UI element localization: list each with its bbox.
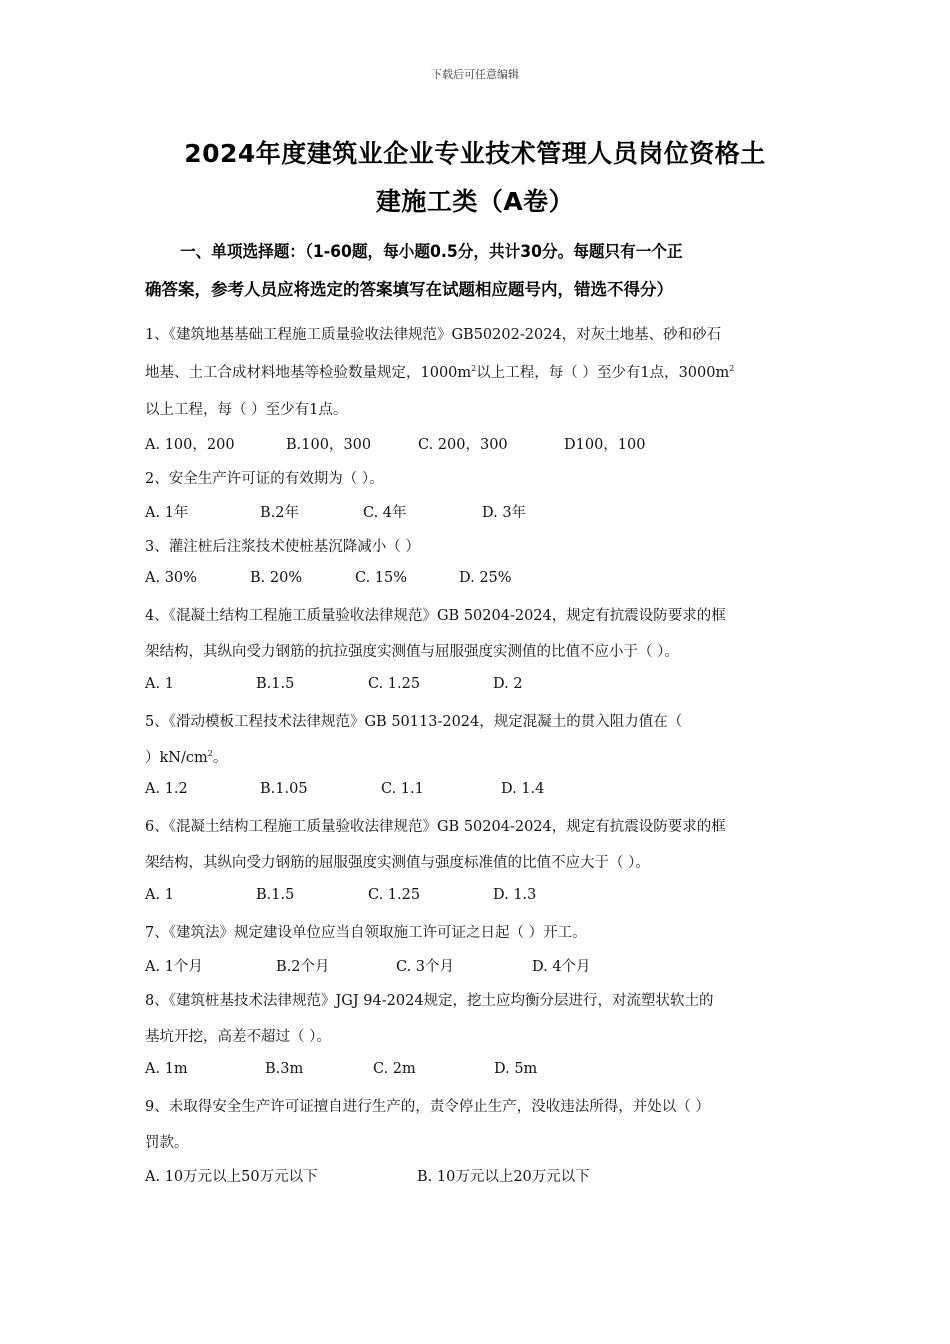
superscript: 2 — [729, 364, 735, 373]
section-heading-line-2: 确答案，参考人员应将选定的答案填写在试题相应题号内，错选不得分） — [145, 280, 673, 299]
option-a: A. 1年 — [145, 505, 189, 521]
question-1-line-1: 1、《建筑地基基础工程施工质量验收法律规范》GB50202-2024，对灰土地基、砂和砂石 — [145, 327, 722, 343]
question-5-line-2 — [145, 746, 227, 767]
option-d: D. 3年 — [482, 505, 527, 521]
question-2-line-1: 2、安全生产许可证的有效期为（ ）。 — [145, 471, 384, 487]
question-1-line-2 — [145, 361, 734, 382]
question-1-line-3: 以上工程，每（ ）至少有1点。 — [145, 402, 348, 418]
option-d: D. 2 — [493, 676, 523, 692]
option-d: D100，100 — [564, 437, 646, 453]
option-b: B.2个月 — [276, 959, 330, 975]
option-b: B.1.05 — [260, 781, 308, 797]
option-b: B. 20% — [250, 570, 303, 586]
option-b: B.2年 — [260, 505, 299, 521]
question-1-text-a: 地基、土工合成材料地基等检验数量规定，1000m — [145, 365, 472, 381]
header-note: 下载后可任意编辑 — [431, 68, 519, 81]
option-c: C. 3个月 — [396, 959, 455, 975]
question-4-line-1: 4、《混凝土结构工程施工质量验收法律规范》GB 50204-2024，规定有抗震设防要求的框 — [145, 608, 726, 624]
question-9-line-1: 9、未取得安全生产许可证擅自进行生产的，责令停止生产，没收违法所得，并处以（ ） — [145, 1099, 710, 1115]
option-c: C. 1.1 — [381, 781, 424, 797]
superscript: 2 — [207, 749, 213, 758]
question-4-line-2: 架结构，其纵向受力钢筋的抗拉强度实测值与屈服强度实测值的比值不应小于（ ）。 — [145, 644, 679, 660]
option-b: B.1.5 — [256, 887, 295, 903]
option-a: A. 1m — [145, 1061, 188, 1077]
question-5-line-1: 5、《滑动模板工程技术法律规范》GB 50113-2024，规定混凝土的贯入阻力值在（ — [145, 714, 683, 730]
option-c: C. 2m — [373, 1061, 416, 1077]
question-6-line-1: 6、《混凝土结构工程施工质量验收法律规范》GB 50204-2024，规定有抗震设防要求的框 — [145, 819, 726, 835]
option-a: A. 1个月 — [145, 959, 203, 975]
superscript: 2 — [471, 364, 477, 373]
question-5-text-b: 。 — [212, 750, 228, 766]
option-c: C. 200，300 — [418, 437, 508, 453]
option-c: C. 1.25 — [368, 887, 421, 903]
option-d: D. 1.4 — [501, 781, 545, 797]
document-title-line-1: 2024年度建筑业企业专业技术管理人员岗位资格土 — [184, 139, 766, 168]
option-c: C. 15% — [355, 570, 408, 586]
option-c: C. 4年 — [363, 505, 407, 521]
option-a: A. 1 — [145, 676, 174, 692]
question-7-line-1: 7、《建筑法》规定建设单位应当自领取施工许可证之日起（ ）开工。 — [145, 925, 587, 941]
option-d: D. 5m — [494, 1061, 538, 1077]
option-b: B. 10万元以上20万元以下 — [417, 1169, 590, 1185]
question-8-line-2: 基坑开挖，高差不超过（ ）。 — [145, 1029, 331, 1045]
document-title-line-2: 建施工类（A卷） — [375, 187, 575, 216]
section-heading-line-1: 一、单项选择题：（1-60题，每小题0.5分，共计30分。每题只有一个正 — [180, 242, 683, 261]
option-d: D. 1.3 — [493, 887, 537, 903]
option-a: A. 30% — [145, 570, 197, 586]
question-3-line-1: 3、灌注桩后注浆技术使桩基沉降减小（ ） — [145, 539, 420, 555]
question-5-text-a: ）kN/cm — [145, 750, 208, 766]
option-d: D. 25% — [459, 570, 512, 586]
question-9-line-2: 罚款。 — [145, 1135, 189, 1151]
option-c: C. 1.25 — [368, 676, 421, 692]
option-a: A. 1 — [145, 887, 174, 903]
option-a: A. 100，200 — [145, 437, 235, 453]
question-1-text-b: 以上工程，每（ ）至少有1点，3000m — [476, 365, 730, 381]
option-b: B.1.5 — [256, 676, 295, 692]
option-a: A. 1.2 — [145, 781, 188, 797]
option-b: B.3m — [265, 1061, 304, 1077]
question-6-line-2: 架结构，其纵向受力钢筋的屈服强度实测值与强度标准值的比值不应大于（ ）。 — [145, 855, 650, 871]
option-b: B.100，300 — [286, 437, 372, 453]
option-a: A. 10万元以上50万元以下 — [145, 1169, 318, 1185]
question-8-line-1: 8、《建筑桩基技术法律规范》JGJ 94-2024规定，挖土应均衡分层进行，对流塑状软土的 — [145, 993, 714, 1009]
option-d: D. 4个月 — [532, 959, 591, 975]
